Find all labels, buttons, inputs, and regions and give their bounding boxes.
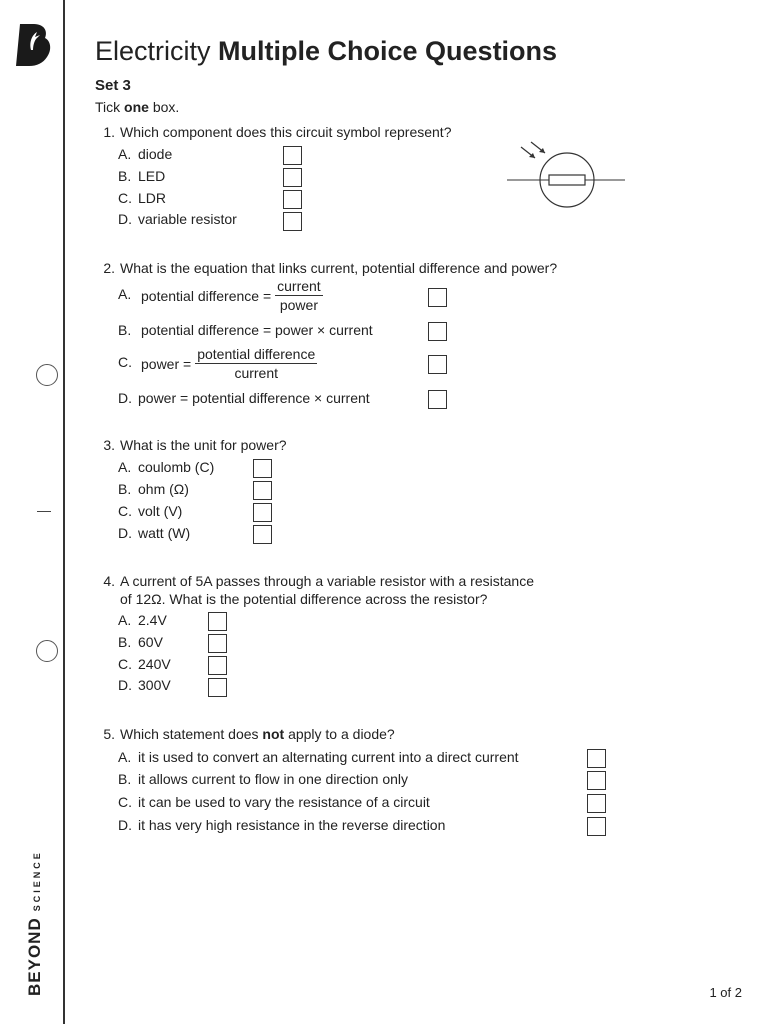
option-3c	[118, 503, 182, 519]
option-letter: D.	[118, 390, 132, 406]
answer-box-5c[interactable]	[587, 794, 606, 813]
question-2	[95, 260, 557, 276]
option-1d	[118, 211, 237, 227]
instruction-post: box.	[152, 99, 180, 115]
option-text: 60V	[138, 634, 163, 650]
page-title	[95, 36, 557, 67]
question-text: What is the unit for power?	[120, 437, 287, 453]
option-5b	[118, 771, 408, 787]
option-text: diode	[138, 146, 173, 162]
answer-box-3d[interactable]	[253, 525, 272, 544]
option-letter: D.	[118, 677, 132, 693]
fraction	[275, 278, 323, 313]
option-letter: D.	[118, 525, 132, 541]
option-5a	[118, 749, 519, 765]
fraction	[195, 346, 317, 381]
option-letter: C.	[118, 354, 132, 371]
option-4d	[118, 677, 171, 693]
title-main: Multiple Choice Questions	[218, 36, 558, 66]
option-letter: A.	[118, 286, 132, 303]
option-text: ohm (Ω)	[138, 481, 189, 497]
question-text-post: apply to a diode?	[288, 726, 395, 742]
answer-box-4c[interactable]	[208, 656, 227, 675]
option-letter: A.	[118, 749, 132, 765]
option-1c	[118, 190, 166, 206]
option-text: LDR	[138, 190, 167, 206]
question-text: A current of 5A passes through a variable resistor with a resistance	[120, 573, 534, 589]
option-letter: A.	[118, 146, 132, 162]
option-letter: A.	[118, 459, 132, 475]
option-3a	[118, 459, 214, 475]
fold-mark	[37, 511, 51, 512]
option-text: coulomb (C)	[138, 459, 215, 475]
option-3d	[118, 525, 190, 541]
option-2a	[118, 278, 323, 313]
question-number: 5.	[103, 726, 115, 742]
answer-box-4a[interactable]	[208, 612, 227, 631]
instruction-emph: one	[124, 99, 149, 115]
option-text: potential difference = power × current	[141, 322, 373, 338]
option-text: variable resistor	[138, 211, 237, 227]
answer-box-3c[interactable]	[253, 503, 272, 522]
option-letter: B.	[118, 771, 132, 787]
answer-box-4b[interactable]	[208, 634, 227, 653]
question-number: 1.	[103, 124, 115, 140]
question-4	[95, 573, 534, 589]
option-text: it allows current to flow in one direction only	[138, 771, 409, 787]
answer-box-2b[interactable]	[428, 322, 447, 341]
option-text: it is used to convert an alternating current into a direct current	[138, 749, 519, 765]
answer-box-4d[interactable]	[208, 678, 227, 697]
question-5	[95, 726, 395, 742]
option-text: watt (W)	[138, 525, 191, 541]
answer-box-1b[interactable]	[283, 168, 302, 187]
brand-name: BEYOND	[25, 917, 44, 996]
page-number: 1 of 2	[709, 985, 742, 1000]
equation-lhs: power =	[141, 355, 192, 372]
set-label: Set 3	[95, 77, 131, 94]
answer-box-2d[interactable]	[428, 390, 447, 409]
option-4b	[118, 634, 163, 650]
option-letter: D.	[118, 817, 132, 833]
question-number: 3.	[103, 437, 115, 453]
option-letter: C.	[118, 503, 132, 519]
instruction-pre: Tick	[95, 99, 121, 115]
option-letter: D.	[118, 211, 132, 227]
option-text: it can be used to vary the resistance of a circuit	[138, 794, 430, 810]
punch-hole-top	[36, 364, 58, 386]
question-1	[95, 124, 451, 140]
option-letter: B.	[118, 168, 132, 184]
punch-hole-bottom	[36, 640, 58, 662]
option-5d	[118, 817, 445, 833]
fraction-numerator: current	[277, 278, 321, 294]
fraction-denominator: power	[279, 297, 318, 313]
fraction-numerator: potential difference	[197, 346, 316, 362]
option-text: power = potential difference × current	[138, 390, 370, 406]
option-text: it has very high resistance in the reverse direction	[138, 817, 446, 833]
question-text-emph: not	[262, 726, 285, 742]
question-number: 4.	[103, 573, 115, 589]
answer-box-1a[interactable]	[283, 146, 302, 165]
question-text: What is the equation that links current, potential difference and power?	[120, 260, 558, 276]
option-2d	[118, 390, 370, 406]
instruction	[95, 99, 179, 115]
question-3	[95, 437, 287, 453]
answer-box-1c[interactable]	[283, 190, 302, 209]
option-4c	[118, 656, 171, 672]
option-3b	[118, 481, 189, 497]
fraction-denominator: current	[234, 365, 279, 381]
brand-wordmark	[25, 850, 45, 996]
option-letter: B.	[118, 634, 132, 650]
option-text: 300V	[138, 677, 171, 693]
option-letter: A.	[118, 612, 132, 628]
option-1a	[118, 146, 172, 162]
equation-lhs: potential difference =	[141, 287, 272, 304]
answer-box-2a[interactable]	[428, 288, 447, 307]
beyond-b-logo-icon	[14, 24, 54, 66]
option-1b	[118, 168, 165, 184]
option-4a	[118, 612, 167, 628]
margin-line	[63, 0, 65, 1024]
answer-box-3a[interactable]	[253, 459, 272, 478]
option-letter: C.	[118, 794, 132, 810]
option-5c	[118, 794, 430, 810]
option-2c	[118, 346, 317, 381]
answer-box-2c[interactable]	[428, 355, 447, 374]
answer-box-5d[interactable]	[587, 817, 606, 836]
answer-box-3b[interactable]	[253, 481, 272, 500]
option-text: LED	[138, 168, 166, 184]
brand-sub: SCIENCE	[32, 850, 42, 912]
question-number: 2.	[103, 260, 115, 276]
option-2b	[118, 322, 373, 338]
option-text: 240V	[138, 656, 171, 672]
option-letter: B.	[118, 322, 132, 338]
option-text: 2.4V	[138, 612, 167, 628]
option-letter: C.	[118, 656, 132, 672]
option-letter: C.	[118, 190, 132, 206]
option-letter: B.	[118, 481, 132, 497]
answer-box-5a[interactable]	[587, 749, 606, 768]
question-4-continued: of 12Ω. What is the potential difference across the resistor?	[120, 591, 488, 607]
option-text: volt (V)	[138, 503, 183, 519]
ldr-circuit-symbol-icon	[505, 140, 629, 210]
title-topic: Electricity	[95, 36, 211, 66]
question-text-pre: Which statement does	[120, 726, 259, 742]
question-text: Which component does this circuit symbol represent?	[120, 124, 452, 140]
answer-box-1d[interactable]	[283, 212, 302, 231]
answer-box-5b[interactable]	[587, 771, 606, 790]
